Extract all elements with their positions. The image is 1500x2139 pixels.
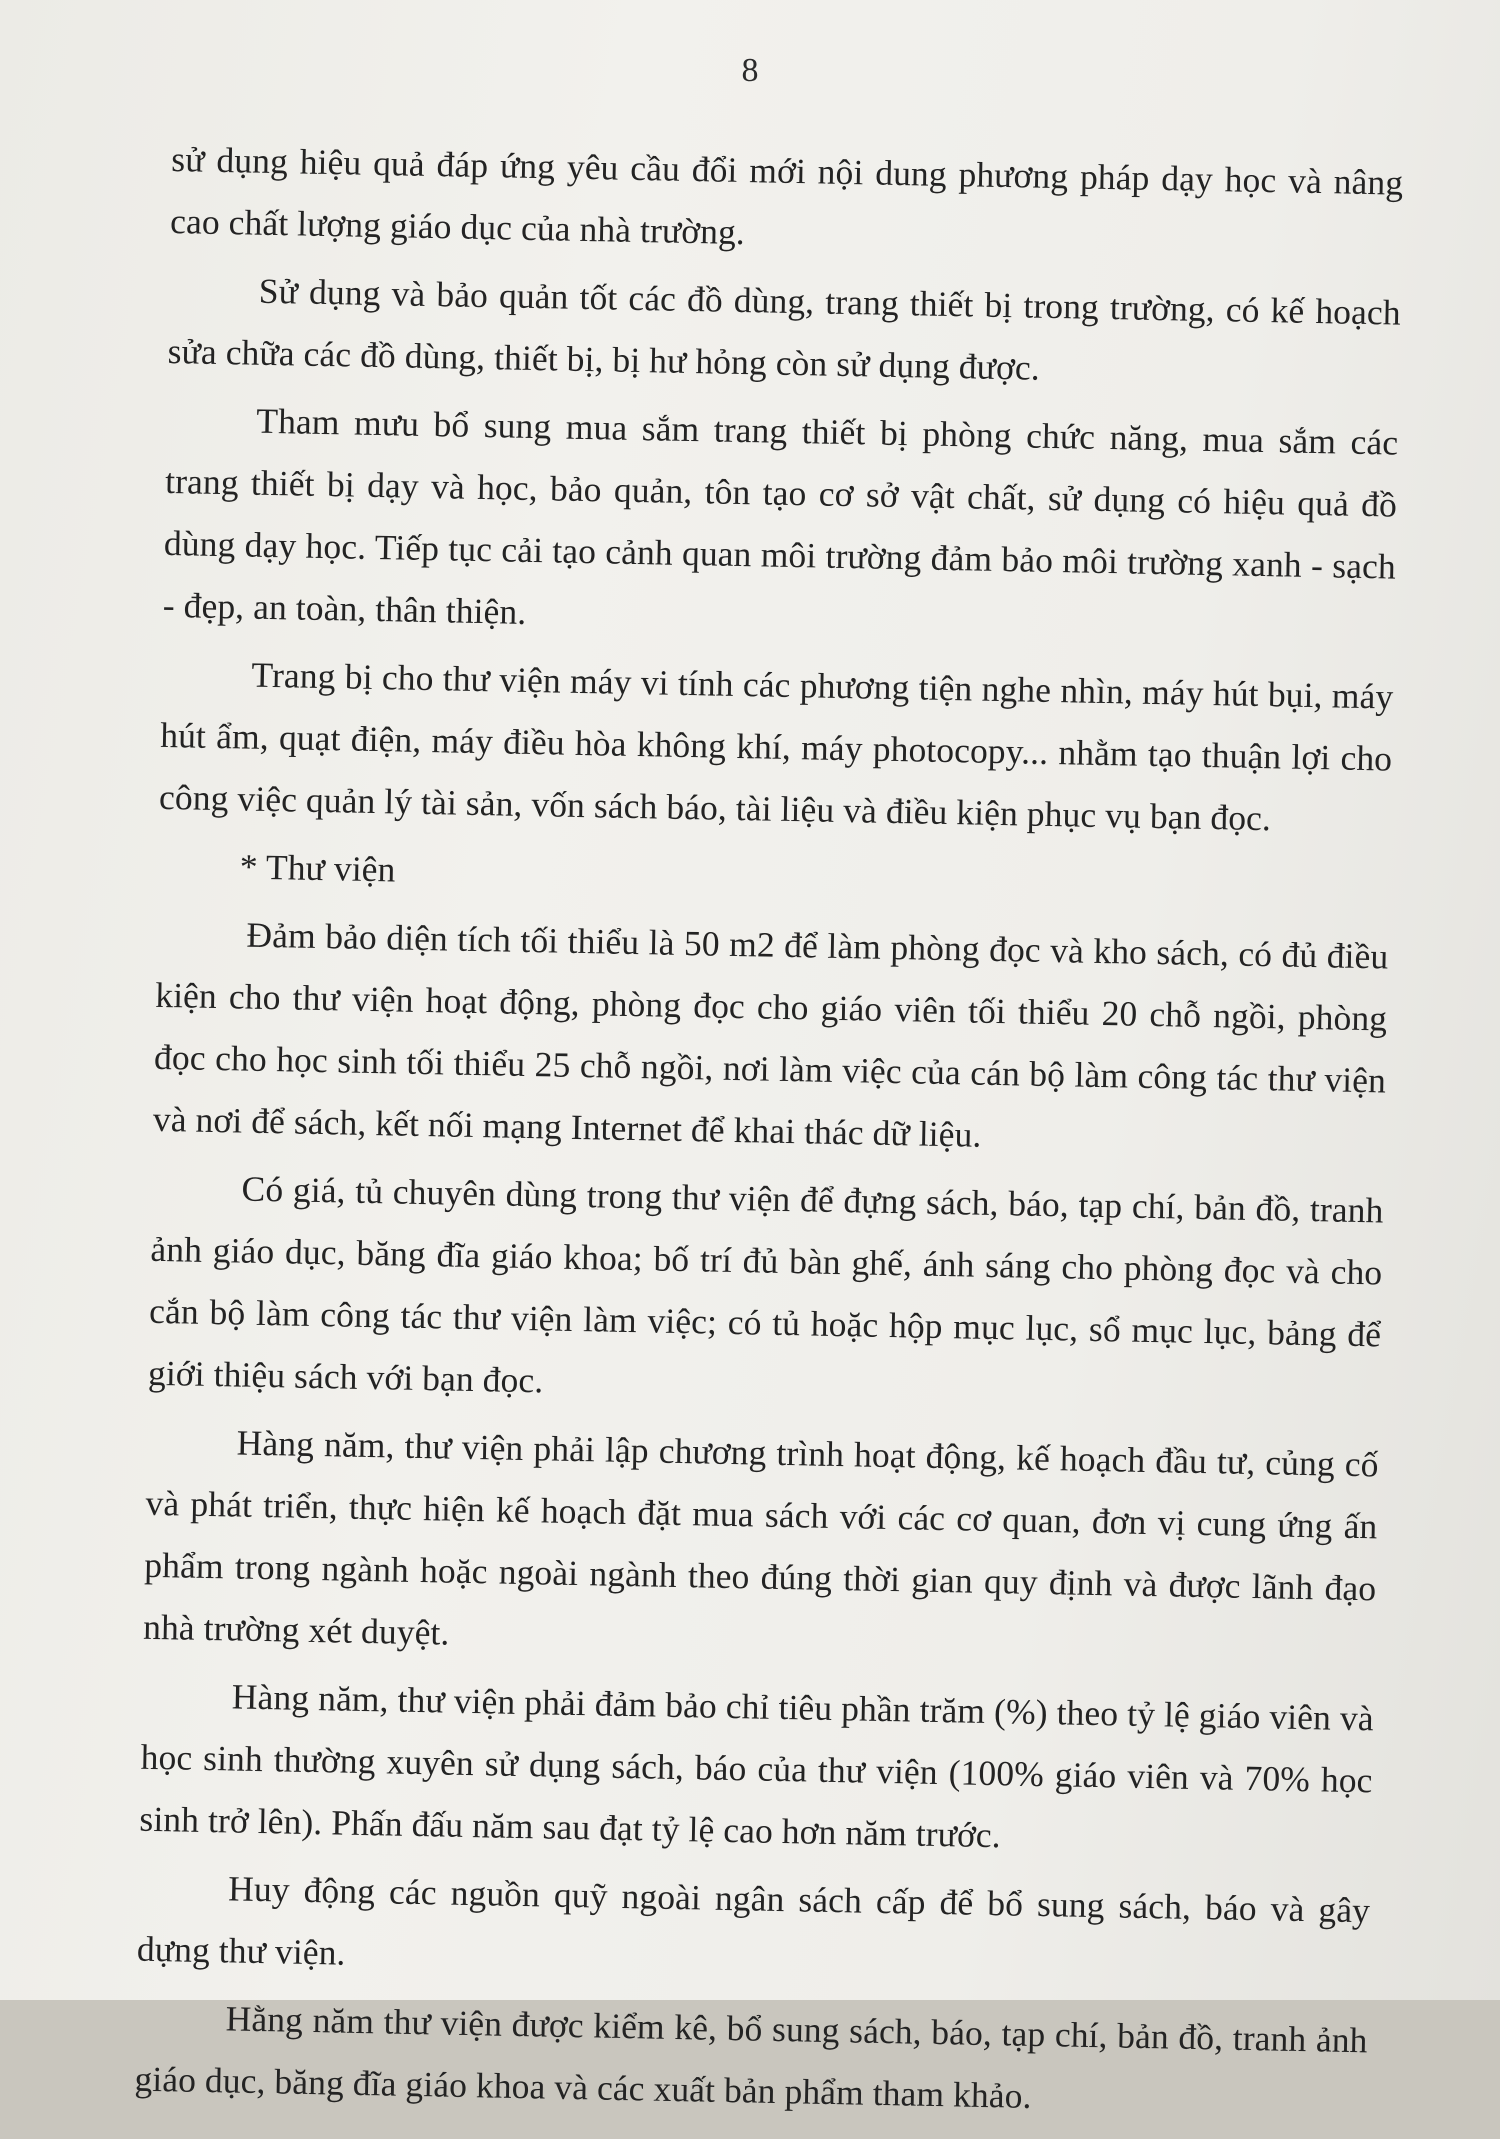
paragraph-library-furniture: Có giá, tủ chuyên dùng trong thư viện để đựng sách, báo, tạp chí, bản đồ, tranh ảnh giáo dục, băng đĩa giáo khoa; bố trí đủ bàn ghế, ánh sáng cho phòng đọc và cho cắn bộ làm công tác thư viện làm việc; có tủ hoặc hộp mục lục, sổ mục lục, bảng để giới thiệu sách với bạn đọc. <box>147 1168 1384 1401</box>
paragraph-equipment-maintenance: Sử dụng và bảo quản tốt các đồ dùng, trang thiết bị trong trường, có kế hoạch sửa chữa các đồ dùng, thiết bị, bị hư hỏng còn sử dụng được. <box>167 270 1402 388</box>
paragraph-annual-plan: Hàng năm, thư viện phải lập chương trình hoạt động, kế hoạch đầu tư, củng cố và phát triển, thực hiện kế hoạch đặt mua sách với các cơ quan, đơn vị cung ứng ấn phẩm trong ngành hoặc ngoài ngành theo đúng thời gian quy định và được lãnh đạo nhà trường xét duyệt. <box>142 1422 1379 1653</box>
paragraph-equipment-procurement: Tham mưu bổ sung mua sắm trang thiết bị phòng chức năng, mua sắm các trang thiết bị dạy và học, bảo quản, tôn tạo cơ sở vật chất, sử dụng có hiệu quả đồ dùng dạy học. Tiếp tục cải tạo cảnh quan môi trường đảm bảo môi trường xanh - sạch - đẹp, an toàn, thân thiện. <box>162 400 1399 632</box>
document-body <box>134 128 1404 2139</box>
paragraph-continuation: sử dụng hiệu quả đáp ứng yêu cầu đổi mới nội dung phương pháp dạy học và nâng cao chất lượng giáo dục của nhà trường. <box>169 138 1404 253</box>
paragraph-library-equipment: Trang bị cho thư viện máy vi tính các phương tiện nghe nhìn, máy hút bụi, máy hút ẩm, quạt điện, máy điều hòa không khí, máy photocopy... nhằm tạo thuận lợi cho công việc quản lý tài sản, vốn sách báo, tài liệu và điều kiện phục vụ bạn đọc. <box>158 654 1394 839</box>
page-number: 8 <box>741 52 759 89</box>
section-heading-library: * Thư viện <box>239 846 396 890</box>
paragraph-library-area: Đảm bảo diện tích tối thiểu là 50 m2 để làm phòng đọc và kho sách, có đủ điều kiện cho thư viện hoạt động, phòng đọc cho giáo viên tối thiểu 20 chỗ ngồi, phòng đọc cho học sinh tối thiểu 25 chỗ ngồi, nơi làm việc của cán bộ làm công tác thư viện và nơi để sách, kết nối mạng Internet để khai thác dữ liệu. <box>152 914 1389 1155</box>
paragraph-usage-targets: Hàng năm, thư viện phải đảm bảo chỉ tiêu phần trăm (%) theo tỷ lệ giáo viên và học sinh thường xuyên sử dụng sách, báo của thư viện (100% giáo viên và 70% học sinh trở lên). Phấn đấu năm sau đạt tỷ lệ cao hơn năm trước. <box>139 1676 1375 1856</box>
paragraph-inventory: Hằng năm thư viện được kiểm kê, bổ sung sách, báo, tạp chí, bản đồ, tranh ảnh giáo dục, băng đĩa giáo khoa và các xuất bản phẩm tham khảo. <box>134 1998 1368 2116</box>
paragraph-funding: Huy động các nguồn quỹ ngoài ngân sách cấp để bổ sung sách, báo và gây dựng thư viện. <box>136 1868 1371 1973</box>
